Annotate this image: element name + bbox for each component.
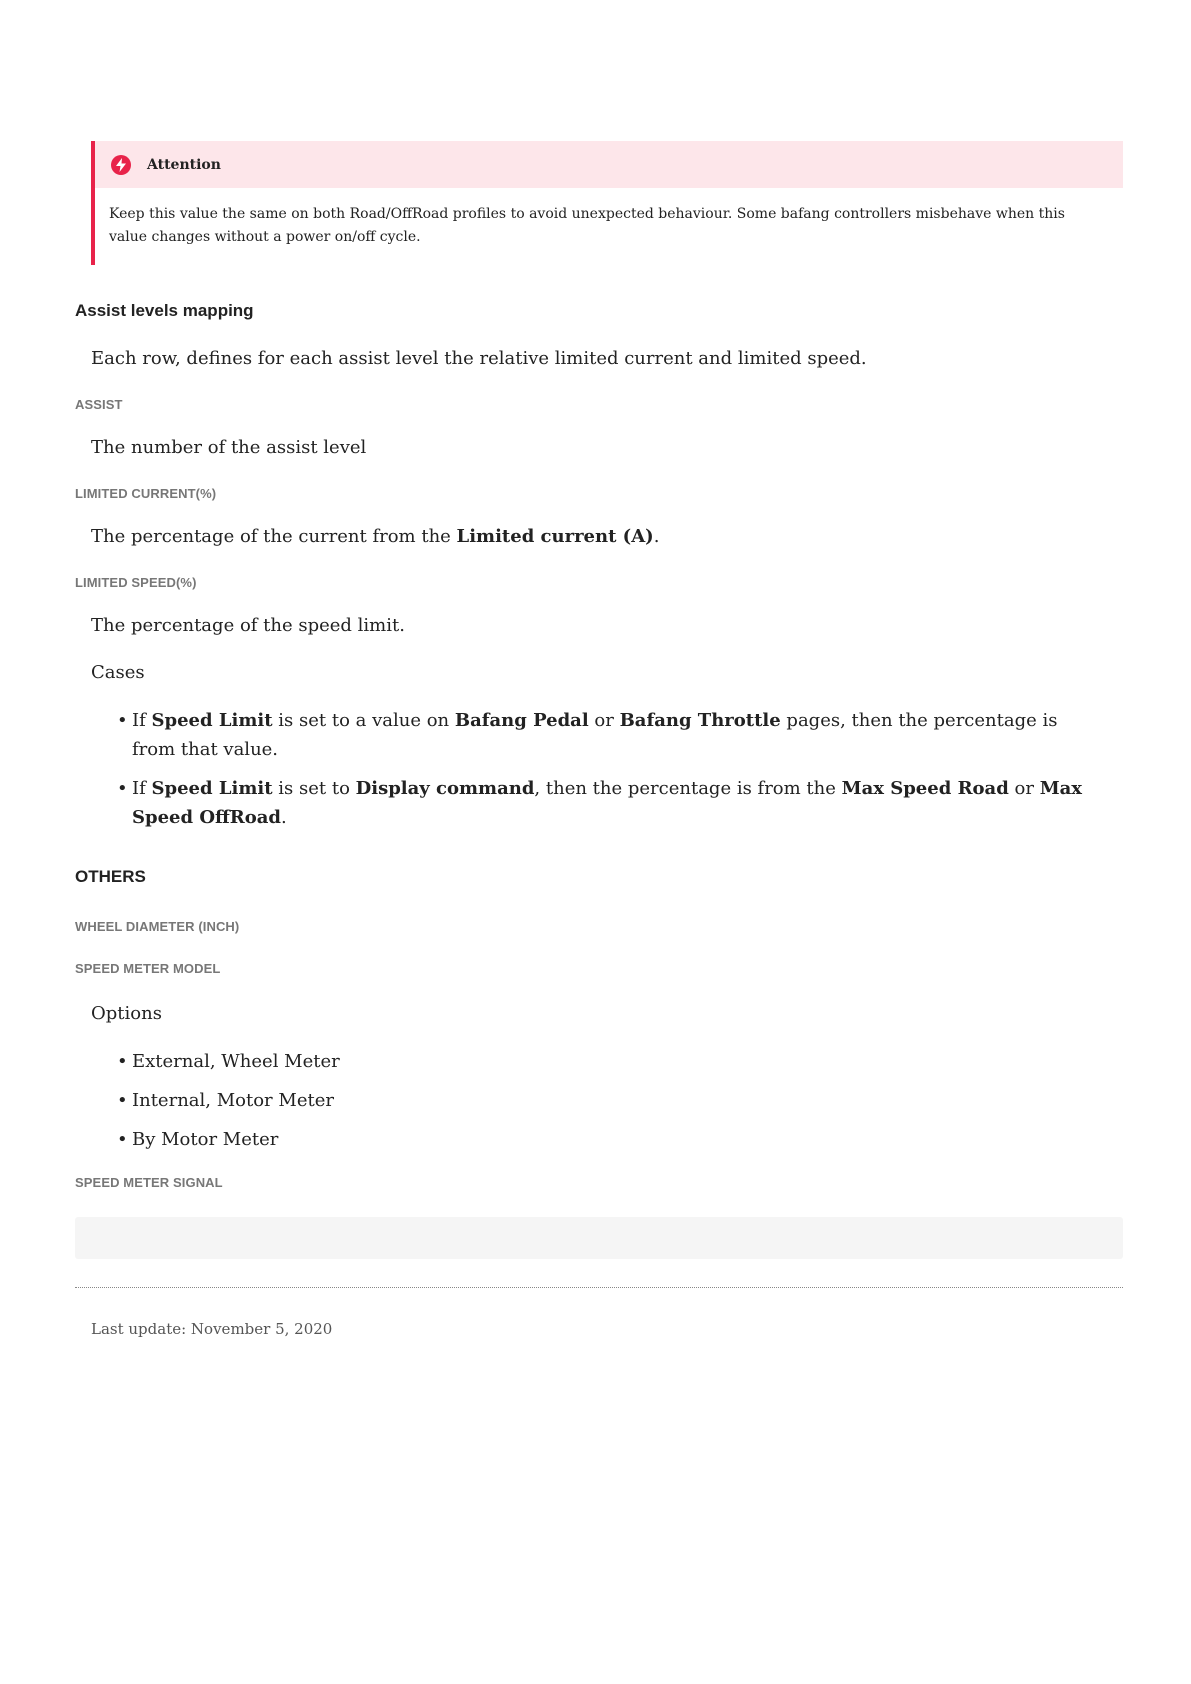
bold-span: Bafang Pedal bbox=[454, 710, 589, 731]
option-text: External, Wheel Meter bbox=[132, 1051, 340, 1072]
text-span: is set to a value on bbox=[272, 710, 455, 731]
option-text: By Motor Meter bbox=[132, 1129, 279, 1150]
bullet-icon: • bbox=[117, 1090, 128, 1111]
assist-label: ASSIST bbox=[75, 397, 123, 412]
text-span: is set to bbox=[272, 778, 356, 799]
bullet-icon: • bbox=[117, 710, 128, 731]
text-span: . bbox=[653, 526, 660, 547]
cases-label: Cases bbox=[91, 662, 145, 683]
speed-meter-signal-label: SPEED METER SIGNAL bbox=[75, 1175, 223, 1190]
admonition-title-bar bbox=[95, 141, 1123, 188]
list-item bbox=[75, 706, 1123, 764]
text-span: , then the percentage is from the bbox=[534, 778, 842, 799]
bold-span: Display command bbox=[355, 778, 535, 799]
wheel-diameter-label: WHEEL DIAMETER (INCH) bbox=[75, 919, 240, 934]
text-span: or bbox=[1008, 778, 1040, 799]
text-span: The percentage of the current from the bbox=[91, 526, 457, 547]
admonition-title: Attention bbox=[147, 156, 221, 173]
options-label: Options bbox=[91, 1003, 162, 1024]
bolt-icon bbox=[111, 155, 131, 175]
option-text: Internal, Motor Meter bbox=[132, 1090, 334, 1111]
bold-span: Limited current (A) bbox=[456, 526, 654, 547]
text-span: or bbox=[588, 710, 620, 731]
speed-meter-model-label: SPEED METER MODEL bbox=[75, 961, 221, 976]
list-item bbox=[75, 774, 1123, 832]
text-span: from that value. bbox=[132, 739, 279, 760]
assist-desc: The number of the assist level bbox=[91, 437, 367, 458]
bold-span: Speed Limit bbox=[151, 710, 273, 731]
text-span: pages, then the percentage is bbox=[780, 710, 1058, 731]
bold-span: Bafang Throttle bbox=[619, 710, 781, 731]
empty-code-block bbox=[75, 1217, 1123, 1259]
bold-span: Max bbox=[1039, 778, 1083, 799]
limited-speed-label: LIMITED SPEED(%) bbox=[75, 575, 197, 590]
bullet-icon: • bbox=[117, 1051, 128, 1072]
limited-current-desc bbox=[75, 526, 659, 547]
options-list bbox=[75, 1047, 1123, 1154]
cases-list bbox=[75, 706, 1123, 832]
bullet-icon: • bbox=[117, 1129, 128, 1150]
assist-intro: Each row, defines for each assist level the relative limited current and limited speed. bbox=[91, 348, 867, 369]
limited-current-label: LIMITED CURRENT(%) bbox=[75, 486, 217, 501]
last-update: Last update: November 5, 2020 bbox=[91, 1320, 333, 1338]
text-span: . bbox=[281, 807, 287, 828]
footer-divider bbox=[75, 1287, 1123, 1288]
limited-speed-desc: The percentage of the speed limit. bbox=[91, 615, 405, 636]
admonition-body: Keep this value the same on both Road/OffRoad profiles to avoid unexpected behaviour. Some bafang controllers misbehave when this value changes without a power on/off cycle. bbox=[109, 206, 1065, 245]
bold-span: Speed Limit bbox=[151, 778, 273, 799]
assist-levels-heading: Assist levels mapping bbox=[75, 301, 254, 320]
bullet-icon: • bbox=[117, 778, 128, 799]
others-heading: OTHERS bbox=[75, 867, 146, 886]
text-span: If bbox=[132, 778, 152, 799]
list-item bbox=[75, 1047, 1123, 1076]
bold-span: Speed OffRoad bbox=[132, 807, 282, 828]
bold-span: Max Speed Road bbox=[841, 778, 1009, 799]
list-item bbox=[75, 1125, 1123, 1154]
attention-admonition bbox=[75, 141, 1123, 265]
list-item bbox=[75, 1086, 1123, 1115]
text-span: If bbox=[132, 710, 152, 731]
